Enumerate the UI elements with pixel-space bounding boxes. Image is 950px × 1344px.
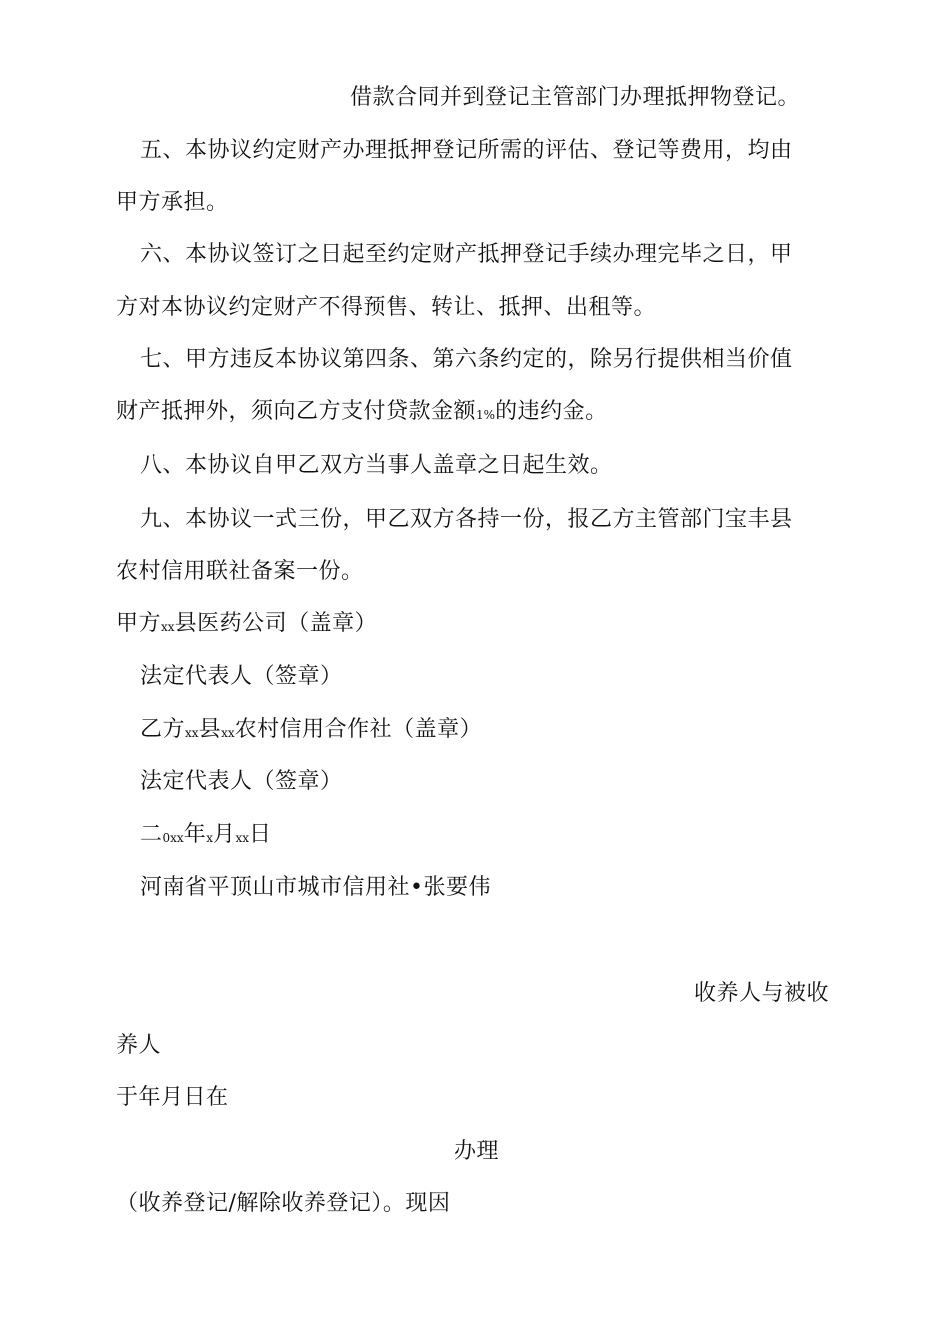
date-month-label: 月 <box>212 822 236 847</box>
adoption-form-line-2: 养人 <box>116 1033 162 1058</box>
clause-seven-line-2 <box>116 397 608 429</box>
party-a-placeholder: xx <box>161 620 175 634</box>
date-year-label: 年 <box>183 822 207 847</box>
date-month-digits: x <box>206 831 213 845</box>
date-day-label: 日 <box>249 822 272 847</box>
clause-five-line-1: 五、本协议约定财产办理抵押登记所需的评估、登记等费用，均由 <box>140 138 793 163</box>
signing-date <box>140 820 272 852</box>
adoption-form-line-4: 办理 <box>454 1139 500 1164</box>
party-b-placeholder-1: xx <box>185 726 199 740</box>
adoption-form-line-1: 收养人与被收 <box>694 981 830 1006</box>
clause-eight: 八、本协议自甲乙双方当事人盖章之日起生效。 <box>140 453 613 478</box>
document-author: 河南省平顶山市城市信用社•张要伟 <box>140 875 491 900</box>
party-a-label: 甲方 <box>116 611 162 636</box>
party-b-placeholder-2: xx <box>221 726 235 740</box>
party-b-county: 县 <box>198 717 222 742</box>
clause-nine-line-2: 农村信用联社备案一份。 <box>116 559 364 584</box>
clause-nine-line-1: 九、本协议一式三份，甲乙双方各持一份，报乙方主管部门宝丰县 <box>140 507 793 532</box>
clause-seven-tail: 的违约金。 <box>495 399 608 424</box>
clause-seven-text: 财产抵押外，须向乙方支付贷款金额 <box>116 399 477 424</box>
adoption-form-line-3: 于年月日在 <box>116 1085 229 1110</box>
penalty-rate: 1% <box>476 408 496 422</box>
clause-six-line-1: 六、本协议签订之日起至约定财产抵押登记手续办理完毕之日，甲 <box>140 242 793 267</box>
date-day-digits: xx <box>235 831 250 845</box>
party-b-name: 农村信用合作社（盖章） <box>234 717 483 742</box>
clause-six-line-2: 方对本协议约定财产不得预售、转让、抵押、出租等。 <box>116 295 657 320</box>
paragraph-line: 借款合同并到登记主管部门办理抵押物登记。 <box>350 85 801 110</box>
party-b-signature <box>140 715 482 747</box>
party-a-name: 县医药公司（盖章） <box>174 611 378 636</box>
clause-five-line-2: 甲方承担。 <box>116 190 229 215</box>
date-prefix: 二 <box>140 822 163 847</box>
clause-seven-line-1: 七、甲方违反本协议第四条、第六条约定的，除另行提供相当价值 <box>140 347 793 372</box>
party-a-representative: 法定代表人（签章） <box>140 664 343 689</box>
adoption-form-line-5: （收养登记/解除收养登记）。现因 <box>116 1191 451 1216</box>
party-b-representative: 法定代表人（签章） <box>140 769 343 794</box>
party-b-label: 乙方 <box>140 717 186 742</box>
date-year-digits: 0xx <box>162 831 184 845</box>
party-a-signature <box>116 609 377 641</box>
